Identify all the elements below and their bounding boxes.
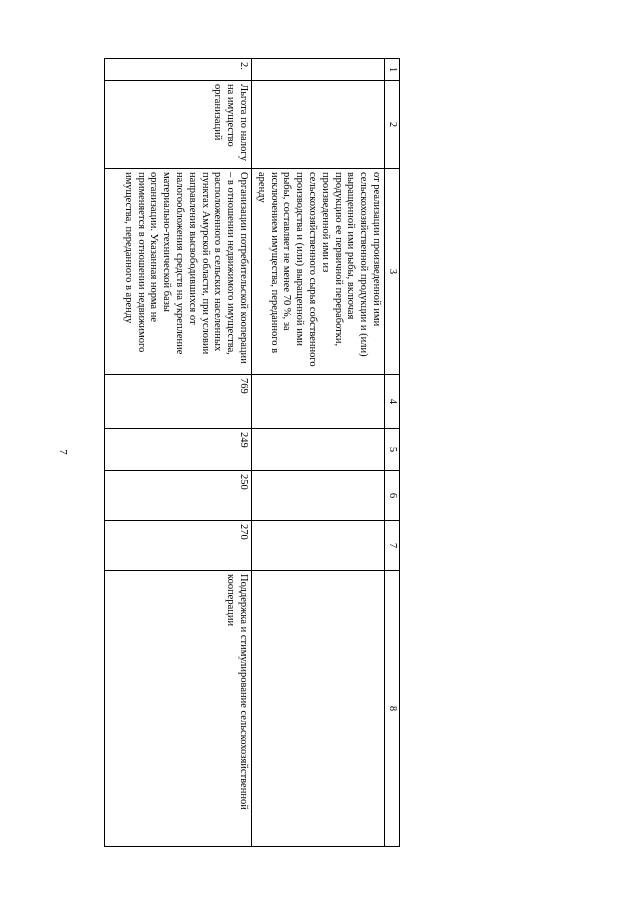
benefit-name-cell: Льгота по налогу на имущество организаций — [105, 81, 252, 169]
value-cell-4: 769 — [105, 375, 252, 429]
row-number-cell — [252, 59, 385, 81]
value-cell-6 — [252, 471, 385, 521]
header-cell-4: 4 — [385, 375, 400, 429]
table-container — [110, 58, 400, 846]
table-row — [105, 59, 252, 847]
table-header-row — [385, 59, 400, 847]
value-cell-6: 250 — [105, 471, 252, 521]
header-cell-5: 5 — [385, 429, 400, 471]
benefit-name-cell — [252, 81, 385, 169]
header-cell-1: 1 — [385, 59, 400, 81]
table-row — [252, 59, 385, 847]
header-cell-7: 7 — [385, 521, 400, 571]
page-number: 7 — [57, 449, 69, 455]
value-cell-7 — [252, 521, 385, 571]
purpose-cell — [252, 571, 385, 847]
header-cell-6: 6 — [385, 471, 400, 521]
value-cell-4 — [252, 375, 385, 429]
header-cell-8: 8 — [385, 571, 400, 847]
header-cell-2: 2 — [385, 81, 400, 169]
rotated-table-region — [110, 58, 400, 846]
purpose-cell: Поддержка и стимулирование сельскохозяйственной кооперации — [105, 571, 252, 847]
value-cell-5: 249 — [105, 429, 252, 471]
value-cell-5 — [252, 429, 385, 471]
description-cell: от реализации произведенной ими сельскохозяйственной продукции и (или) выращенной ими рыбы, включая продукцию ее первичной переработки, произведенной ими из сельскохозяйственного сырья собственного производства и (или) выращенной ими рыбы, составляет не менее 70 %, за исключением имущества, переданного в аренду — [252, 169, 385, 375]
description-cell: Организации потребительской кооперации – в отношении недвижимого имущества, расположенного в сельских населенных пунктах Амурской области, при условии направления высвободившихся от налогообложения средств на укрепление материально-технической базы организации. Указанная норма не применяется в отношении недвижимого имущества, переданного в аренду — [105, 169, 252, 375]
header-cell-3: 3 — [385, 169, 400, 375]
row-number-cell: 2. — [105, 59, 252, 81]
benefits-table — [104, 58, 400, 847]
value-cell-7: 270 — [105, 521, 252, 571]
